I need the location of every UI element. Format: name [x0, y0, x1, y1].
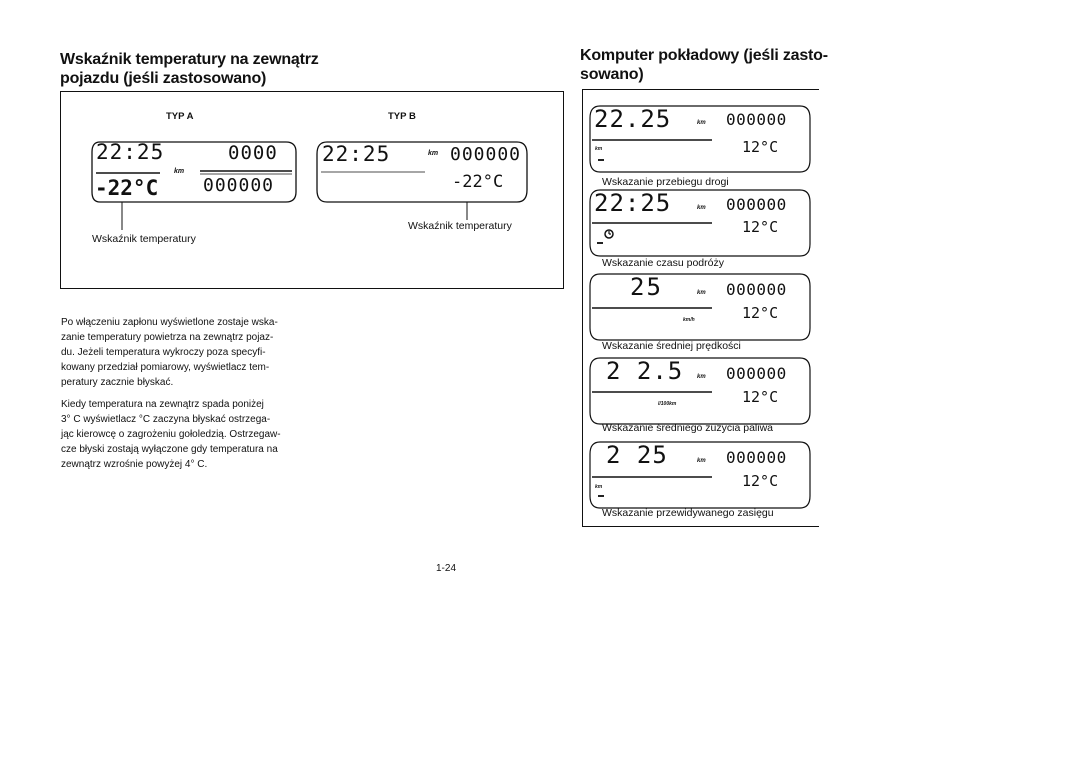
trip-distance-sub-label: km — [595, 146, 603, 152]
typ-a-clock: 22:25 — [96, 140, 165, 164]
average-speed-sub-label: km/h — [683, 317, 695, 323]
left-heading — [60, 50, 319, 88]
trip-distance-odometer: 000000 — [726, 110, 787, 129]
range-segment-mark — [598, 495, 604, 497]
typ-a-odometer: 000000 — [203, 175, 275, 196]
trip-distance-temperature: 12°C — [742, 138, 779, 156]
paragraph-1-line: zanie temperatury powietrza na zewnątrz pojaz- — [61, 332, 274, 343]
range-odometer: 000000 — [726, 448, 787, 467]
paragraph-2 — [61, 397, 311, 472]
trip-time-segment-mark — [597, 242, 603, 244]
page-number: 1-24 — [436, 563, 457, 574]
trip-distance-caption: Wskazanie przebiegu drogi — [602, 176, 729, 188]
paragraph-1-line: kowany przedział pomiarowy, wyświetlacz tem- — [61, 362, 270, 373]
average-speed-main: 25 — [630, 273, 663, 301]
paragraph-2-line: 3° C wyświetlacz °C zaczyna błyskać ostrzega- — [61, 414, 271, 425]
average-speed-caption: Wskazanie średniej prędkości — [602, 340, 741, 352]
right-heading-line1: Komputer pokładowy (jeśli zasto- — [580, 47, 828, 64]
trip-distance-main: 22.25 — [594, 105, 672, 133]
fuel-consumption-odometer: 000000 — [726, 364, 787, 383]
trip-time-odometer: 000000 — [726, 195, 787, 214]
trip-time-main: 22:25 — [594, 189, 672, 217]
trip-time-unit-km: km — [697, 205, 706, 211]
typ-a-unit-km: km — [174, 168, 185, 175]
range-main: 2 25 — [606, 441, 668, 469]
paragraph-2-line: jąc kierowcę o zagrożeniu gołoledzią. Ostrzegaw- — [61, 429, 281, 440]
paragraph-1-line: Po włączeniu zapłonu wyświetlone zostaje wska- — [61, 317, 278, 328]
typ-a-temperature: -22°C — [95, 176, 159, 200]
range-sub-label: km — [595, 484, 603, 490]
fuel-consumption-sub-label: l/100km — [658, 401, 677, 407]
typ-a-label: TYP A — [166, 111, 194, 122]
left-heading-line2: pojazdu (jeśli zastosowano) — [60, 70, 267, 87]
fuel-consumption-temperature: 12°C — [742, 388, 779, 406]
average-speed-temperature: 12°C — [742, 304, 779, 322]
trip-time-temperature: 12°C — [742, 218, 779, 236]
paragraph-1-line: du. Jeżeli temperatura wykroczy poza specyfi- — [61, 347, 266, 358]
typ-b-odometer: 000000 — [450, 144, 522, 165]
typ-a-trip: 0000 — [228, 142, 278, 164]
typ-b-temperature: -22°C — [452, 172, 504, 192]
fuel-consumption-main: 2 2.5 — [606, 357, 684, 385]
right-heading-line2: sowano) — [580, 66, 644, 83]
trip-time-caption: Wskazanie czasu podróży — [602, 257, 724, 269]
typ-b-unit-km: km — [428, 150, 439, 157]
range-caption: Wskazanie przewidywanego zasięgu — [602, 507, 774, 519]
typ-a-caption: Wskaźnik temperatury — [92, 233, 196, 245]
range-temperature: 12°C — [742, 472, 779, 490]
trip-distance-unit-km: km — [697, 120, 706, 126]
paragraph-1-line: peratury zacznie błyskać. — [61, 377, 174, 388]
paragraph-1 — [61, 315, 311, 390]
fuel-consumption-unit-km: km — [697, 374, 706, 380]
trip-distance-segment-mark — [598, 159, 604, 161]
paragraph-2-line: cze błyski zostają wyłączone gdy temperatura na — [61, 444, 278, 455]
average-speed-odometer: 000000 — [726, 280, 787, 299]
average-speed-unit-km: km — [697, 290, 706, 296]
paragraph-2-line: Kiedy temperatura na zewnątrz spada poniżej — [61, 399, 264, 410]
paragraph-2-line: zewnątrz wzrośnie powyżej 4° C. — [61, 459, 208, 470]
left-heading-line1: Wskaźnik temperatury na zewnątrz — [60, 51, 319, 68]
typ-b-label: TYP B — [388, 111, 416, 122]
fuel-consumption-caption: Wskazanie średniego zużycia paliwa — [602, 422, 773, 434]
right-heading — [580, 46, 828, 84]
typ-b-clock: 22:25 — [322, 142, 391, 166]
range-unit-km: km — [697, 458, 706, 464]
typ-b-caption: Wskaźnik temperatury — [408, 220, 512, 232]
